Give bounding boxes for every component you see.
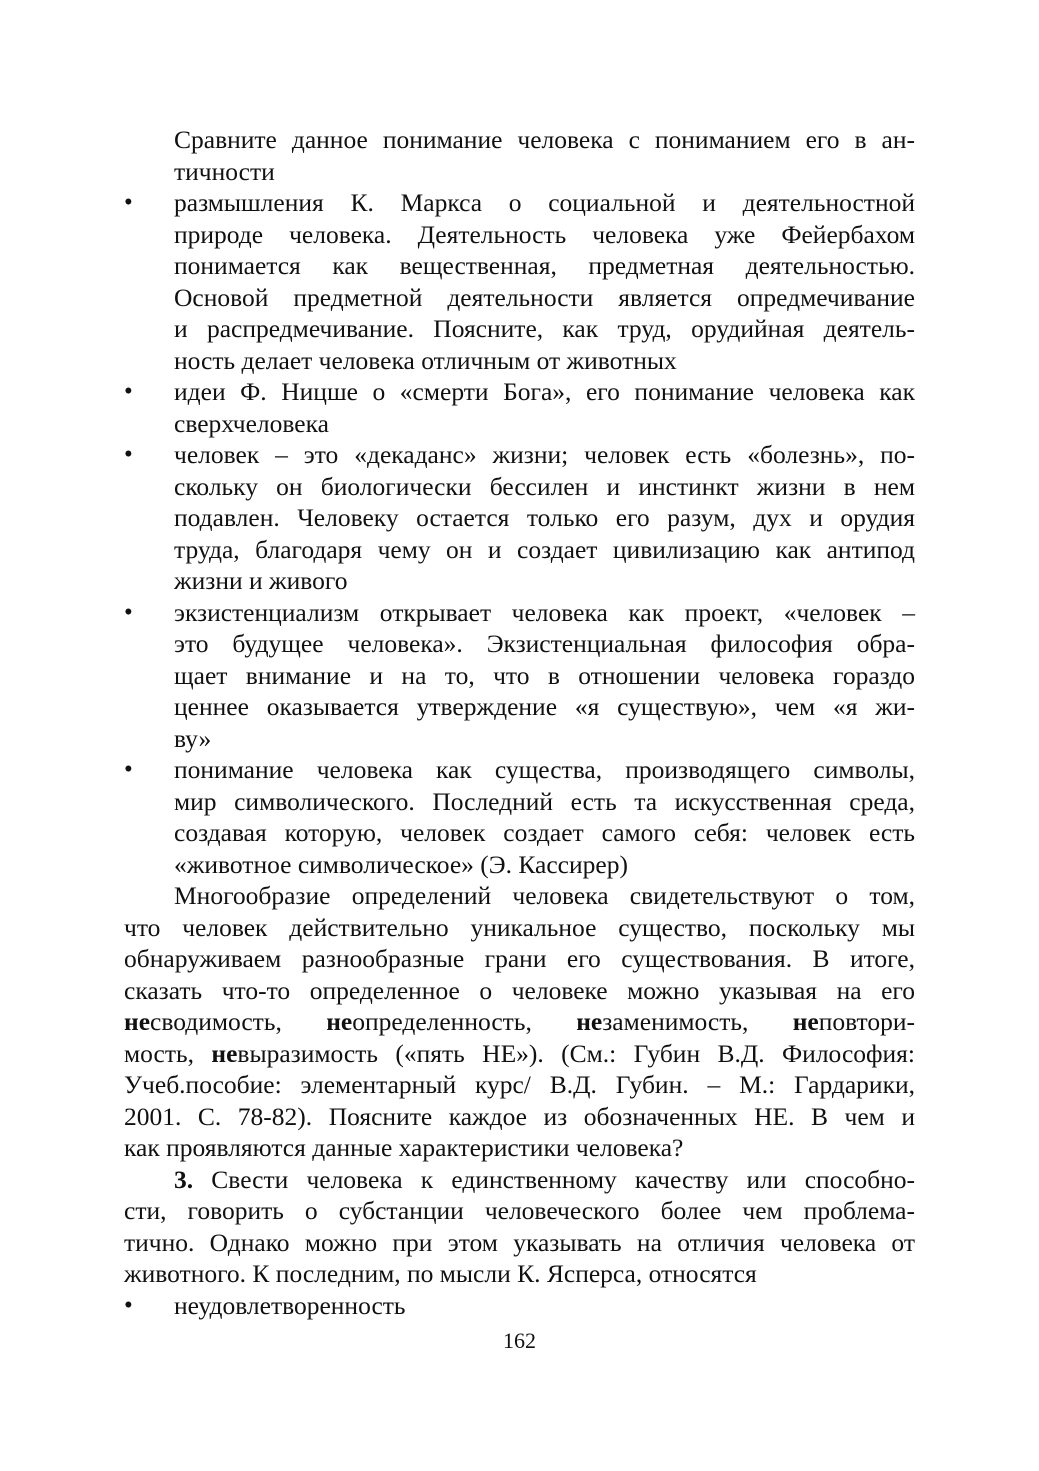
ne-word: определенность,	[352, 1007, 532, 1036]
text-line: понимание человека как существа, производящего символы,	[174, 755, 915, 784]
ne-prefix: не	[211, 1038, 238, 1068]
intro-paragraph	[174, 124, 915, 187]
list-item	[124, 1290, 915, 1322]
list-item	[124, 597, 915, 755]
ne-word: выразимость («пять НЕ»). (См.: Губин В.Д. Философия:	[237, 1038, 915, 1068]
ne-word: сводимость,	[150, 1007, 282, 1036]
text-line: жизни и живого	[174, 566, 348, 595]
text-line: природе человека. Деятельность человека уже Фейербахом	[174, 219, 915, 249]
ne-prefix: не	[124, 1007, 151, 1036]
text-line: понимается как вещественная, предметная деятельностью.	[174, 251, 915, 280]
list-item	[124, 439, 915, 597]
text-line: сказать что-то определенное о человеке можно указывая на его	[124, 975, 915, 1005]
text-line: тично. Однако можно при этом указывать на отличия человека от	[124, 1227, 915, 1257]
text-line	[124, 1164, 915, 1196]
text-line: как проявляются данные характеристики человека?	[124, 1133, 684, 1162]
text-line: скольку он биологически бессилен и инстинкт жизни в нем	[174, 471, 915, 501]
page-body	[124, 124, 915, 1321]
bullet-icon: •	[124, 378, 133, 405]
bullet-icon: •	[124, 189, 133, 216]
ne-prefix: не	[576, 1007, 603, 1036]
text-line: это будущее человека». Экзистенциальная философия обра-	[174, 629, 915, 658]
text-line: тичности	[174, 156, 275, 186]
bullet-icon: •	[124, 598, 133, 626]
text-line: сверхчеловека	[174, 408, 329, 438]
list-item	[124, 754, 915, 880]
text-line: «животное символическое» (Э. Кассирер)	[174, 849, 628, 879]
text-line: Основой предметной деятельности является опредмечивание	[174, 282, 915, 312]
text-line: и распредмечивание. Поясните, как труд, орудийная деятель-	[174, 314, 915, 343]
paragraph-multiplicity	[124, 880, 915, 1164]
text-line: Многообразие определений человека свидетельствуют о том,	[174, 881, 915, 910]
ne-line	[124, 1006, 915, 1038]
paragraph-three	[124, 1164, 915, 1290]
text-line: ность делает человека отличным от животных	[174, 345, 677, 375]
text-line: Сравните данное понимание человека с пониманием его в ан-	[174, 125, 915, 154]
ne-word: заменимость,	[602, 1007, 749, 1036]
text-line: труда, благодаря чему он и создает цивилизацию как антипод	[174, 534, 915, 564]
list-item	[124, 376, 915, 439]
bullet-icon: •	[124, 441, 133, 468]
ne-word: мость,	[124, 1038, 212, 1068]
text-line: что человек действительно уникальное существо, поскольку мы	[124, 912, 915, 942]
text-line: ценнее оказывается утверждение «я существую», чем «я жи-	[174, 692, 915, 721]
ne-prefix: не	[326, 1007, 353, 1036]
ne-word: повтори-	[818, 1007, 915, 1036]
text-line: размышления К. Маркса о социальной и деятельностной	[174, 188, 915, 217]
list-item	[124, 187, 915, 376]
text-line: Учеб.пособие: элементарный курс/ В.Д. Губин. – М.: Гардарики,	[124, 1070, 915, 1099]
text-line: сти, говорить о субстанции человеческого более чем проблема-	[124, 1196, 915, 1225]
text-line: мир символического. Последний есть та искусственная среда,	[174, 786, 915, 816]
text-line: идеи Ф. Ницше о «смерти Бога», его понимание человека как	[174, 377, 915, 406]
text-fragment: Свести человека к единственному качеству или способно-	[193, 1164, 915, 1194]
text-line: человек – это «декаданс» жизни; человек есть «болезнь», по-	[174, 440, 915, 469]
text-line: создавая которую, человек создает самого себя: человек есть	[174, 818, 915, 847]
page-number: 162	[503, 1328, 536, 1353]
text-line: животного. К последним, по мысли К. Ясперса, относятся	[124, 1259, 757, 1288]
text-line: неудовлетворенность	[174, 1290, 406, 1320]
bullet-icon: •	[124, 1291, 133, 1319]
text-line: ву»	[174, 723, 212, 753]
bullet-icon: •	[124, 756, 133, 783]
text-line: 2001. С. 78-82). Поясните каждое из обозначенных НЕ. В чем и	[124, 1101, 915, 1131]
ne-line	[124, 1038, 915, 1070]
ne-prefix: не	[792, 1007, 819, 1036]
text-line: экзистенциализм открывает человека как проект, «человек –	[174, 597, 915, 627]
text-line: подавлен. Человеку остается только его разум, дух и орудия	[174, 503, 915, 532]
section-number: 3.	[174, 1164, 194, 1194]
text-line: обнаруживаем разнообразные грани его существования. В итоге,	[124, 944, 915, 973]
text-line: щает внимание и на то, что в отношении человека гораздо	[174, 660, 915, 690]
